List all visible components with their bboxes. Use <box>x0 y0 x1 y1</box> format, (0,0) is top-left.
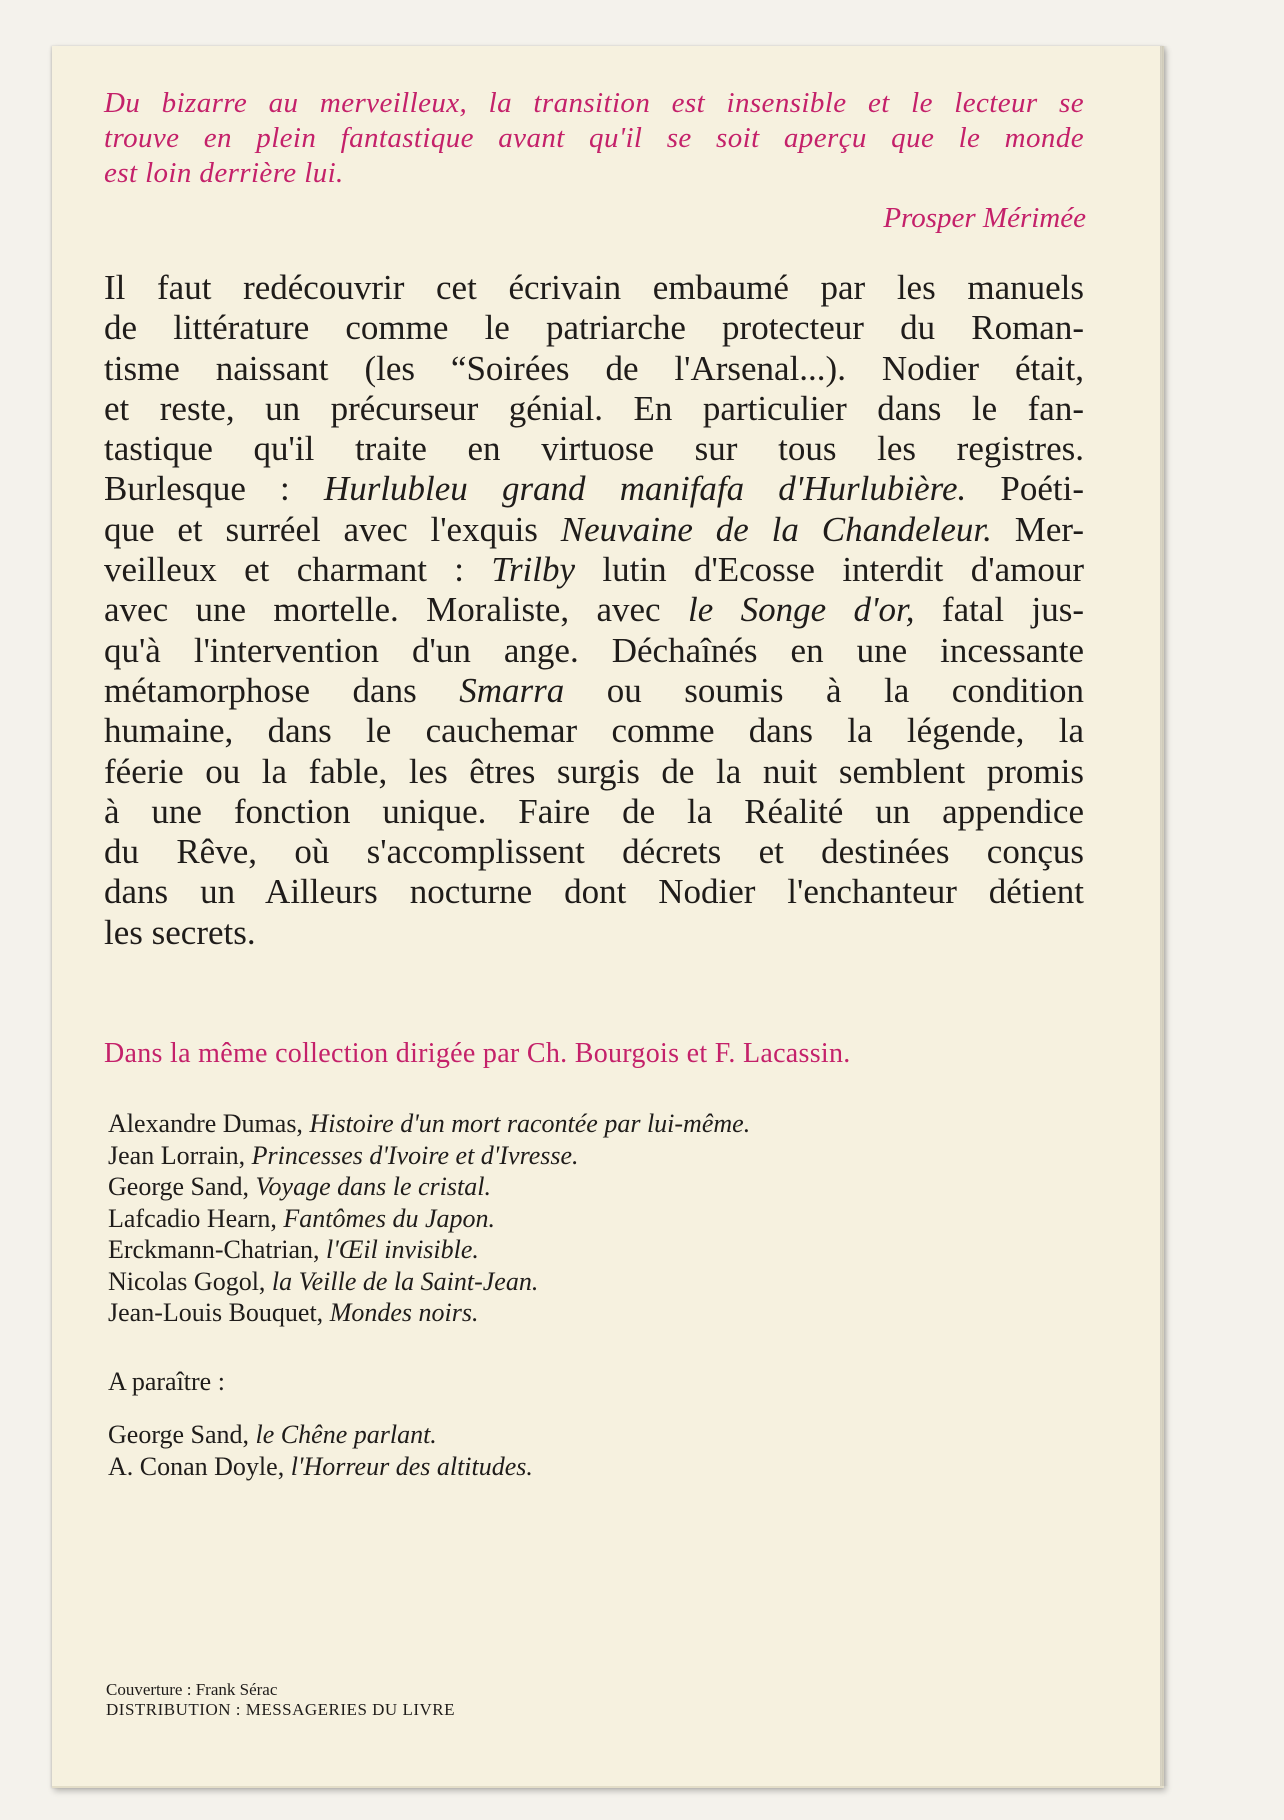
book-title: Voyage dans le cristal. <box>255 1172 491 1201</box>
epigraph-line: est loin derrière lui. <box>104 157 344 189</box>
blurb-text: qu'à l'intervention d'un ange. Déchaînés en une incessante <box>104 630 1084 670</box>
book-author: A. Conan Doyle, <box>108 1452 291 1481</box>
list-item <box>108 1108 1008 1140</box>
blurb-text: métamorphose dans <box>104 670 460 710</box>
forthcoming-book-list <box>108 1419 1008 1483</box>
blurb-line <box>104 308 1084 348</box>
work-title: Trilby <box>491 550 576 590</box>
book-author: George Sand, <box>108 1172 256 1201</box>
list-item <box>108 1203 1008 1235</box>
credits-block <box>106 1680 455 1720</box>
blurb-text: du Rêve, où s'accomplissent décrets et destinées conçus <box>104 832 1084 872</box>
work-title: le Songe d'or, <box>687 590 915 630</box>
blurb-line <box>104 389 1084 429</box>
forthcoming-heading: A paraître : <box>108 1367 225 1396</box>
blurb-line <box>104 832 1084 872</box>
blurb-text: de littérature comme le patriarche protecteur du Roman- <box>104 308 1084 348</box>
book-title: Fantômes du Japon. <box>283 1203 495 1233</box>
blurb-text: tastique qu'il traite en virtuose sur tous les registres. <box>104 429 1084 469</box>
cover-edge-shadow <box>1160 46 1168 1786</box>
blurb-text: Poéti- <box>966 469 1085 509</box>
blurb-line <box>104 913 1084 953</box>
blurb-line <box>104 469 1084 509</box>
work-title: Neuvaine de la Chandeleur. <box>560 509 992 549</box>
book-author: Jean-Louis Bouquet, <box>108 1298 330 1327</box>
blurb-line <box>104 590 1084 630</box>
blurb-text: Burlesque : <box>104 469 324 509</box>
blurb-text: les secrets. <box>104 912 256 952</box>
blurb-text: à une fonction unique. Faire de la Réalité un appendice <box>104 791 1084 831</box>
blurb-text: Il faut redécouvrir cet écrivain embaumé par les manuels <box>104 268 1084 307</box>
list-item <box>108 1234 1008 1266</box>
epigraph-line: trouve en plein fantastique avant qu'il se soit aperçu que le monde <box>104 122 1084 154</box>
blurb-text: ou soumis à la condition <box>564 670 1084 710</box>
blurb-text: dans un Ailleurs nocturne dont Nodier l'enchanteur détient <box>104 872 1084 912</box>
blurb-paragraph <box>104 268 1084 953</box>
blurb-text: que et surréel avec l'exquis <box>104 509 561 549</box>
distribution-credit: DISTRIBUTION : MESSAGERIES DU LIVRE <box>106 1700 455 1719</box>
blurb-text: tisme naissant (les “Soirées de l'Arsenal...). Nodier était, <box>104 348 1084 388</box>
book-author: Alexandre Dumas, <box>108 1109 310 1138</box>
list-item <box>108 1171 1008 1203</box>
book-author: Nicolas Gogol, <box>108 1266 272 1296</box>
book-title: l'Horreur des altitudes. <box>290 1452 533 1481</box>
blurb-line <box>104 349 1084 389</box>
blurb-line <box>104 752 1084 792</box>
book-back-cover <box>52 46 1164 1788</box>
blurb-text: fatal jus- <box>914 590 1084 630</box>
blurb-line <box>104 268 1084 308</box>
blurb-text: veilleux et charmant : <box>104 550 492 590</box>
list-item <box>108 1297 1008 1329</box>
blurb-text: féerie ou la fable, les êtres surgis de la nuit semblent promis <box>104 751 1084 791</box>
blurb-text: humaine, dans le cauchemar comme dans la légende, la <box>104 711 1084 751</box>
blurb-line <box>104 671 1084 711</box>
book-title: l'Œil invisible. <box>326 1235 479 1264</box>
epigraph-quote <box>104 86 1084 191</box>
book-author: Lafcadio Hearn, <box>108 1203 284 1233</box>
blurb-text: et reste, un précurseur génial. En particulier dans le fan- <box>104 388 1084 428</box>
book-title: Histoire d'un mort racontée par lui-même. <box>309 1109 751 1138</box>
list-item <box>108 1140 1008 1172</box>
blurb-line <box>104 550 1084 590</box>
blurb-line <box>104 631 1084 671</box>
book-author: Erckmann-Chatrian, <box>108 1235 327 1264</box>
blurb-text: Mer- <box>991 509 1085 549</box>
blurb-line <box>104 429 1084 469</box>
collection-book-list <box>108 1108 1008 1329</box>
collection-heading: Dans la même collection dirigée par Ch. Bourgois et F. Lacassin. <box>104 1038 851 1069</box>
blurb-text: avec une mortelle. Moraliste, avec <box>104 590 688 630</box>
blurb-line <box>104 792 1084 832</box>
list-item <box>108 1451 1008 1483</box>
epigraph-line: Du bizarre au merveilleux, la transition est insensible et le lecteur se <box>104 87 1084 119</box>
blurb-line <box>104 872 1084 912</box>
blurb-line <box>104 510 1084 550</box>
book-title: la Veille de la Saint-Jean. <box>271 1266 539 1296</box>
book-title: Princesses d'Ivoire et d'Ivresse. <box>251 1140 579 1170</box>
list-item <box>108 1419 1008 1451</box>
book-title: le Chêne parlant. <box>255 1420 437 1449</box>
list-item <box>108 1266 1008 1298</box>
work-title: Hurlubleu grand manifafa d'Hurlubière. <box>323 469 967 509</box>
epigraph-attribution: Prosper Mérimée <box>883 202 1086 234</box>
work-title: Smarra <box>459 670 565 710</box>
book-author: George Sand, <box>108 1420 256 1449</box>
book-title: Mondes noirs. <box>329 1298 479 1327</box>
book-author: Jean Lorrain, <box>108 1140 252 1170</box>
cover-credit: Couverture : Frank Sérac <box>106 1680 278 1699</box>
blurb-line <box>104 711 1084 751</box>
blurb-text: lutin d'Ecosse interdit d'amour <box>575 550 1084 590</box>
